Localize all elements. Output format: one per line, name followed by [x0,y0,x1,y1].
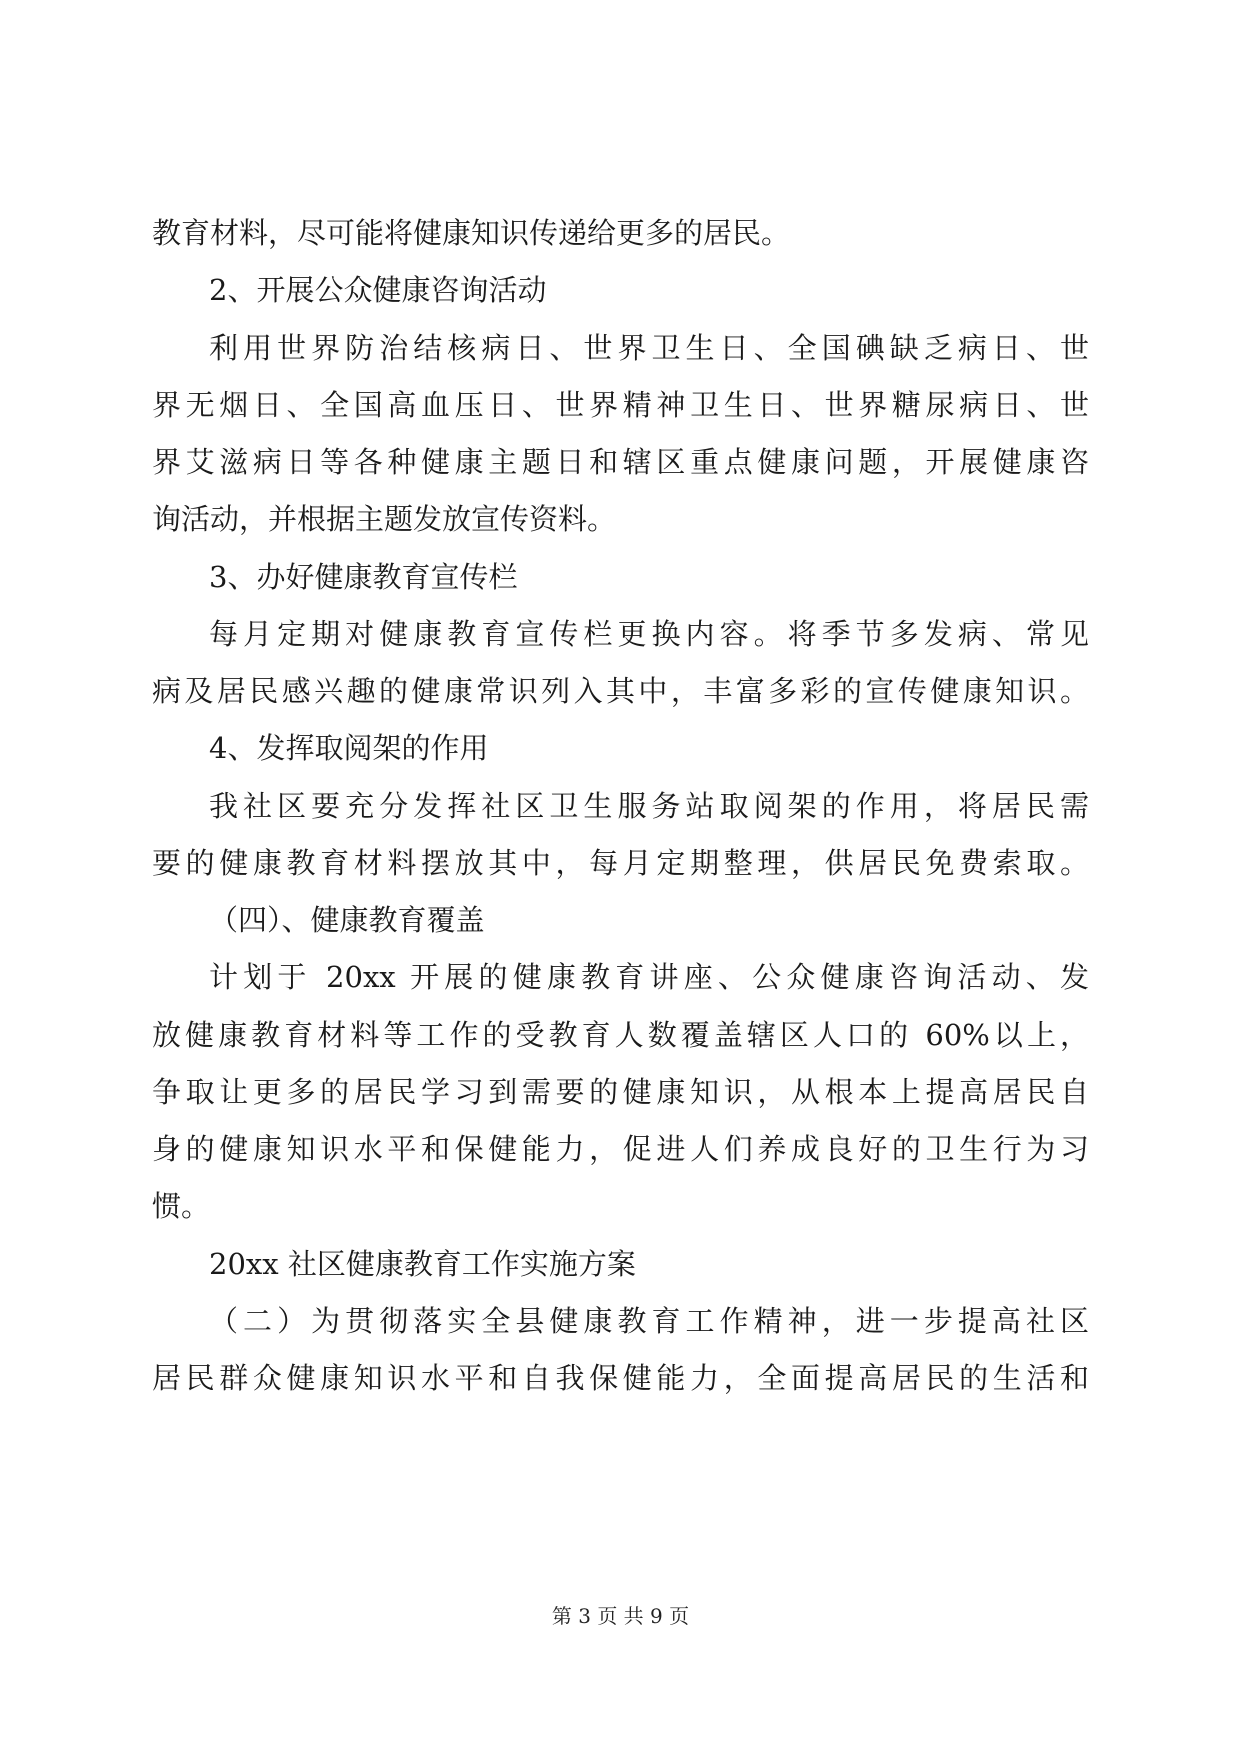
section-heading [209,1244,909,1284]
text-line [209,614,1089,654]
text-content: 我社区要充分发挥社区卫生服务站取阅架的作用，将居民需 [209,789,1089,823]
text-content: （二）为贯彻落实全县健康教育工作精神，进一步提高社区 [209,1304,1089,1338]
text-content: 要的健康教育材料摆放其中，每月定期整理，供居民免费索取。 [152,846,1089,880]
text-line [152,843,1089,883]
text-content: 2、开展公众健康咨询活动 [209,273,547,307]
text-content: 计划于 20xx 开展的健康教育讲座、公众健康咨询活动、发 [209,960,1089,994]
text-content: 病及居民感兴趣的健康常识列入其中，丰富多彩的宣传健康知识。 [152,674,1089,708]
section-heading [209,728,909,768]
text-line [152,499,872,539]
text-content: 询活动，并根据主题发放宣传资料。 [152,502,617,536]
text-content: 每月定期对健康教育宣传栏更换内容。将季节多发病、常见 [209,617,1089,651]
text-line [152,1186,452,1226]
text-line [209,786,1089,826]
text-line [152,1072,1089,1112]
text-content: 利用世界防治结核病日、世界卫生日、全国碘缺乏病日、世 [209,331,1089,365]
text-line [209,1301,1089,1341]
text-content: 20xx 社区健康教育工作实施方案 [209,1247,636,1281]
text-content: （四）、健康教育覆盖 [209,903,485,937]
text-line [152,1129,1089,1169]
page-number: 第 3 页 共 9 页 [551,1604,690,1628]
text-line [152,1015,1089,1055]
page-footer [0,1602,1241,1630]
section-heading [209,557,909,597]
text-content: 放健康教育材料等工作的受教育人数覆盖辖区人口的 60%以上， [152,1018,1089,1052]
text-content: 4、发挥取阅架的作用 [209,731,489,765]
text-content: 界无烟日、全国高血压日、世界精神卫生日、世界糖尿病日、世 [152,388,1089,422]
text-content: 争取让更多的居民学习到需要的健康知识，从根本上提高居民自 [152,1075,1089,1109]
text-line [152,442,1089,482]
section-heading [209,270,909,310]
text-content: 教育材料，尽可能将健康知识传递给更多的居民。 [152,216,791,250]
text-line [152,385,1089,425]
text-line [152,213,1062,253]
text-line [152,1358,1089,1398]
text-line [209,957,1089,997]
text-content: 界艾滋病日等各种健康主题日和辖区重点健康问题，开展健康咨 [152,445,1089,479]
text-content: 居民群众健康知识水平和自我保健能力，全面提高居民的生活和 [152,1361,1089,1395]
text-line [152,671,1089,711]
section-heading [209,900,909,940]
text-content: 惯。 [152,1189,211,1223]
text-content: 3、办好健康教育宣传栏 [209,560,518,594]
text-line [209,328,1089,368]
text-content: 身的健康知识水平和保健能力，促进人们养成良好的卫生行为习 [152,1132,1089,1166]
